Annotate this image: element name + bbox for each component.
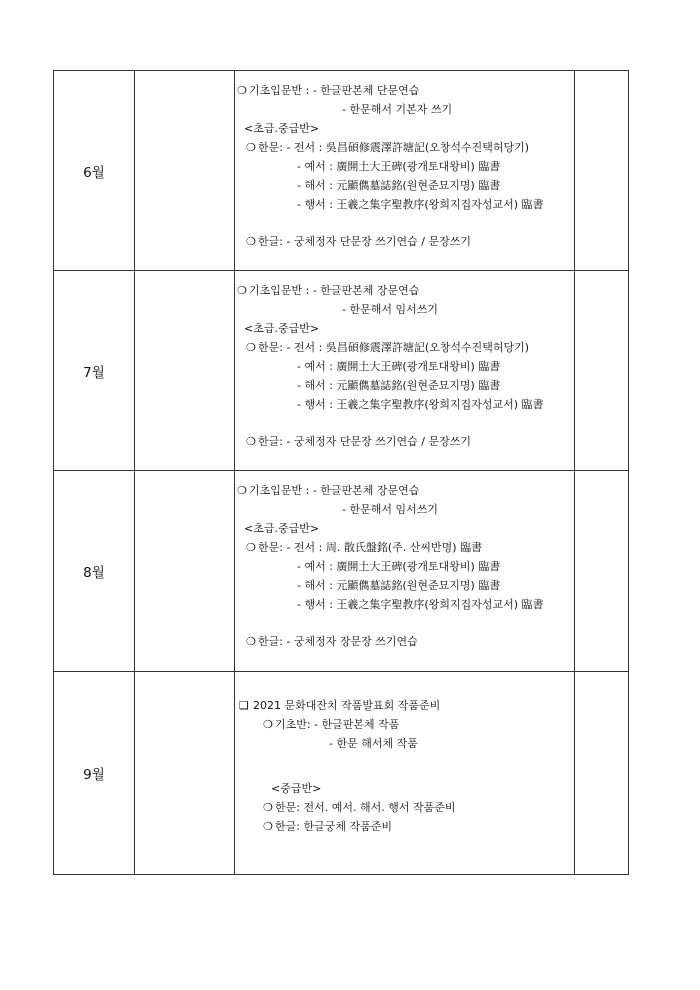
plan-line (239, 734, 574, 753)
bullet-circle-icon: ❍ (246, 141, 256, 154)
plan-line-text: - 한문해서 임서쓰기 (342, 503, 438, 516)
plan-line (237, 481, 574, 500)
empty-cell (135, 672, 235, 875)
plan-line (237, 100, 574, 119)
plan-line-text: - 예서 : 廣開土大王碑(광개토대왕비) 臨書 (297, 560, 501, 573)
plan-line (239, 715, 574, 734)
plan-line-text: 한글: - 궁체정자 장문장 쓰기연습 (258, 635, 418, 648)
plan-line-text: - 해서 : 元顯儁墓誌銘(원현준묘지명) 臨書 (297, 179, 501, 192)
content-cell (235, 672, 575, 875)
plan-line-text: - 해서 : 元顯儁墓誌銘(원현준묘지명) 臨書 (297, 579, 501, 592)
plan-line (237, 138, 574, 157)
plan-line-text: - 한문해서 기본자 쓰기 (342, 103, 453, 116)
plan-line (237, 357, 574, 376)
plan-line-text: 한글: - 궁체정자 단문장 쓰기연습 / 문장쓰기 (258, 235, 472, 248)
plan-line (237, 195, 574, 214)
plan-line-text: - 예서 : 廣開土大王碑(광개토대왕비) 臨書 (297, 360, 501, 373)
plan-line (237, 338, 574, 357)
plan-line (239, 798, 574, 817)
plan-line (237, 232, 574, 251)
plan-line-text: 한문: - 전서 : 吳昌碩修震澤許塘記(오창석수진택허당기) (258, 141, 530, 154)
plan-line (239, 817, 574, 836)
bullet-circle-icon: ❍ (246, 435, 256, 448)
plan-line-text: - 한문 해서체 작품 (329, 737, 418, 750)
empty-cell (135, 471, 235, 672)
schedule-row (54, 71, 629, 271)
plan-line-text: - 해서 : 元顯儁墓誌銘(원현준묘지명) 臨書 (297, 379, 501, 392)
bullet-circle-icon: ❍ (246, 541, 256, 554)
schedule-row (54, 271, 629, 471)
plan-line-text: 기초입문반 : - 한글판본체 장문연습 (249, 484, 420, 497)
empty-cell (135, 271, 235, 471)
schedule-row (54, 672, 629, 875)
plan-line (237, 432, 574, 451)
plan-line-text: 한문: - 전서 : 吳昌碩修震澤許塘記(오창석수진택허당기) (258, 341, 530, 354)
plan-line (237, 632, 574, 651)
bullet-circle-icon: ❍ (263, 801, 273, 814)
month-cell: 9월 (54, 672, 135, 875)
plan-line (237, 538, 574, 557)
month-cell: 6월 (54, 71, 135, 271)
plan-line (237, 595, 574, 614)
plan-line-text: 한문: 전서. 예서. 해서. 행서 작품준비 (275, 801, 456, 814)
plan-line-text: 기초반: - 한글판본체 작품 (275, 718, 400, 731)
plan-line (237, 519, 574, 538)
plan-line-text: <중급반> (271, 782, 322, 795)
schedule-table (53, 70, 629, 875)
plan-line-text: 2021 문화대잔치 작품발표회 작품준비 (253, 699, 441, 712)
plan-line (237, 176, 574, 195)
plan-line-text: 한글: - 궁체정자 단문장 쓰기연습 / 문장쓰기 (258, 435, 472, 448)
plan-line (237, 81, 574, 100)
plan-line (237, 119, 574, 138)
empty-cell (135, 71, 235, 271)
bullet-circle-icon: ❍ (246, 341, 256, 354)
month-cell: 8월 (54, 471, 135, 672)
schedule-body (54, 71, 629, 875)
plan-line-text: 한글: 한글궁체 작품준비 (275, 820, 392, 833)
empty-cell (575, 71, 629, 271)
plan-line-text: - 행서 : 王羲之集字聖教序(왕희지집자성교서) 臨書 (297, 598, 544, 611)
plan-line (237, 500, 574, 519)
bullet-circle-icon: ❍ (246, 635, 256, 648)
bullet-circle-icon: ❍ (237, 484, 247, 497)
plan-line (237, 319, 574, 338)
empty-cell (575, 471, 629, 672)
plan-line-text: 기초입문반 : - 한글판본체 단문연습 (249, 84, 420, 97)
empty-cell (575, 672, 629, 875)
plan-line (237, 557, 574, 576)
content-cell (235, 271, 575, 471)
empty-cell (575, 271, 629, 471)
plan-line-text: - 한문해서 임서쓰기 (342, 303, 438, 316)
content-cell (235, 71, 575, 271)
bullet-circle-icon: ❍ (263, 820, 273, 833)
plan-line-text: - 행서 : 王羲之集字聖教序(왕희지집자성교서) 臨書 (297, 198, 544, 211)
plan-line-text: <초급.중급반> (244, 522, 320, 535)
bullet-circle-icon: ❍ (263, 718, 273, 731)
content-cell (235, 471, 575, 672)
plan-line-text: 한문: - 전서 : 周. 散氏盤銘(주. 산씨반명) 臨書 (258, 541, 483, 554)
plan-line-text: 기초입문반 : - 한글판본체 장문연습 (249, 284, 420, 297)
plan-line-text: - 행서 : 王羲之集字聖教序(왕희지집자성교서) 臨書 (297, 398, 544, 411)
bullet-circle-icon: ❍ (237, 84, 247, 97)
plan-line-text: <초급.중급반> (244, 322, 320, 335)
plan-line (239, 779, 574, 798)
plan-line (237, 576, 574, 595)
bullet-circle-icon: ❍ (237, 284, 247, 297)
plan-line (237, 281, 574, 300)
schedule-row (54, 471, 629, 672)
plan-line-text: <초급.중급반> (244, 122, 320, 135)
checkbox-square-icon: ❑ (239, 699, 249, 712)
plan-line (237, 395, 574, 414)
plan-line-text: - 예서 : 廣開土大王碑(광개토대왕비) 臨書 (297, 160, 501, 173)
plan-line (237, 376, 574, 395)
bullet-circle-icon: ❍ (246, 235, 256, 248)
plan-line (237, 157, 574, 176)
plan-line (237, 300, 574, 319)
month-cell: 7월 (54, 271, 135, 471)
plan-line (239, 696, 574, 715)
